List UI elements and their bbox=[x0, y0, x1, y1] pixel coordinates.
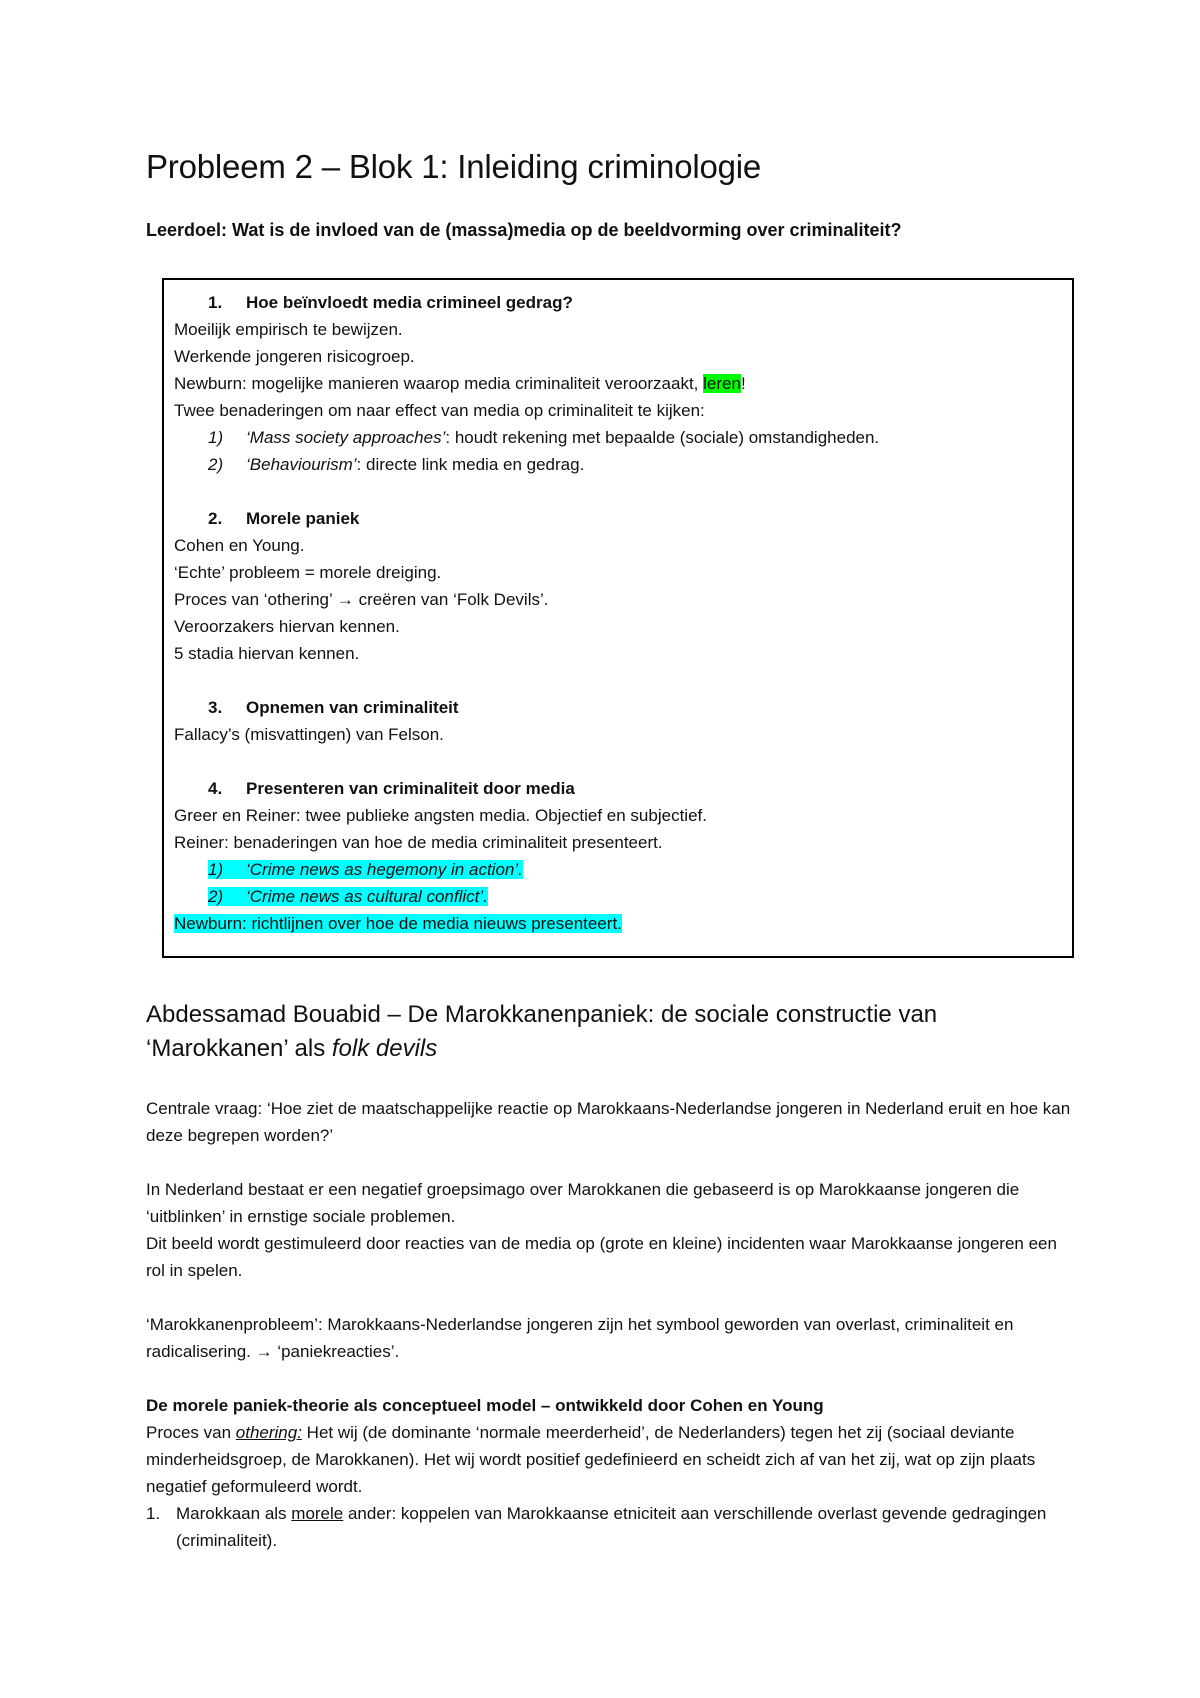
text-line: Proces van ‘othering’ → creëren van ‘Folk Devils’. bbox=[174, 590, 549, 609]
highlight-cyan: Newburn: richtlijnen over hoe de media nieuws presenteert. bbox=[174, 914, 622, 933]
text-line: Moeilijk empirisch te bewijzen. bbox=[174, 320, 403, 339]
text-line: Newburn: mogelijke manieren waarop media criminaliteit veroorzaakt, leren! bbox=[174, 374, 746, 393]
learning-goal: Leerdoel: Wat is de invloed van de (massa)media op de beeldvorming over criminaliteit? bbox=[146, 220, 902, 240]
central-question: Centrale vraag: ‘Hoe ziet de maatschappelijke reactie op Marokkaans-Nederlandse jongeren in Nederland eruit en hoe kan deze begrepen worden?’ bbox=[146, 1099, 1071, 1145]
theory-section bbox=[146, 1392, 1076, 1554]
text-line: ‘Echte’ probleem = morele dreiging. bbox=[174, 563, 442, 582]
sub-heading: De morele paniek-theorie als conceptueel model – ontwikkeld door Cohen en Young bbox=[146, 1396, 824, 1415]
paragraph: ‘Marokkanenprobleem’: Marokkaans-Nederlandse jongeren zijn het symbool geworden van overlast, criminaliteit en radicalisering. → ‘paniekreacties’. bbox=[146, 1315, 1014, 1361]
text-line bbox=[174, 910, 1072, 937]
text-line: Fallacy’s (misvattingen) van Felson. bbox=[174, 725, 444, 744]
text-line: 5 stadia hiervan kennen. bbox=[174, 644, 360, 663]
highlight-cyan: 2) ‘Crime news as cultural conflict’. bbox=[208, 887, 488, 906]
article-heading: Abdessamad Bouabid – De Marokkanenpaniek: de sociale constructie van ‘Marokkanen’ als folk devils bbox=[146, 1001, 938, 1062]
list-item: 1) ‘Mass society approaches’: houdt rekening met bepaalde (sociale) omstandigheden. bbox=[208, 428, 880, 447]
list-item bbox=[174, 856, 1072, 883]
summary-box bbox=[162, 278, 1074, 958]
text-line: Greer en Reiner: twee publieke angsten media. Objectief en subjectief. bbox=[174, 806, 707, 825]
text-line: Twee benaderingen om naar effect van media op criminaliteit te kijken: bbox=[174, 401, 705, 420]
section-heading: 1. Hoe beïnvloedt media crimineel gedrag? bbox=[208, 293, 573, 312]
list-item: 2) ‘Behaviourism’: directe link media en gedrag. bbox=[208, 455, 585, 474]
text-line: Werkende jongeren risicogroep. bbox=[174, 347, 415, 366]
section-heading: 3. Opnemen van criminaliteit bbox=[208, 698, 459, 717]
text-line: Veroorzakers hiervan kennen. bbox=[174, 617, 400, 636]
paragraph: Proces van othering: Het wij (de dominante ‘normale meerderheid’, de Nederlanders) tegen het zij (sociaal deviante minderheidsgroep, de Marokkanen). Het wij wordt positief gedefinieerd en scheidt zich af van het zij, wat op zijn plaats negatief geformuleerd wordt. bbox=[146, 1423, 1036, 1496]
list-item: 1. Marokkaan als morele ander: koppelen van Marokkaanse etniciteit aan verschillende overlast gevende gedragingen (criminaliteit). bbox=[146, 1504, 1047, 1550]
highlight-green: leren bbox=[703, 374, 741, 393]
page-title: Probleem 2 – Blok 1: Inleiding criminologie bbox=[146, 148, 762, 185]
paragraph: In Nederland bestaat er een negatief groepsimago over Marokkanen die gebaseerd is op Marokkaanse jongeren die ‘uitblinken’ in ernstige sociale problemen. Dit beeld wordt gestimuleerd door reacties van de media op (grote en kleine) incidenten waar Marokkaanse jongeren een rol in spelen. bbox=[146, 1180, 1057, 1280]
highlight-cyan: 1) ‘Crime news as hegemony in action’. bbox=[208, 860, 523, 879]
text-line: Cohen en Young. bbox=[174, 536, 305, 555]
section-heading: 4. Presenteren van criminaliteit door media bbox=[208, 779, 575, 798]
text-line: Reiner: benaderingen van hoe de media criminaliteit presenteert. bbox=[174, 833, 663, 852]
section-heading: 2. Morele paniek bbox=[208, 509, 360, 528]
list-item bbox=[174, 883, 1072, 910]
